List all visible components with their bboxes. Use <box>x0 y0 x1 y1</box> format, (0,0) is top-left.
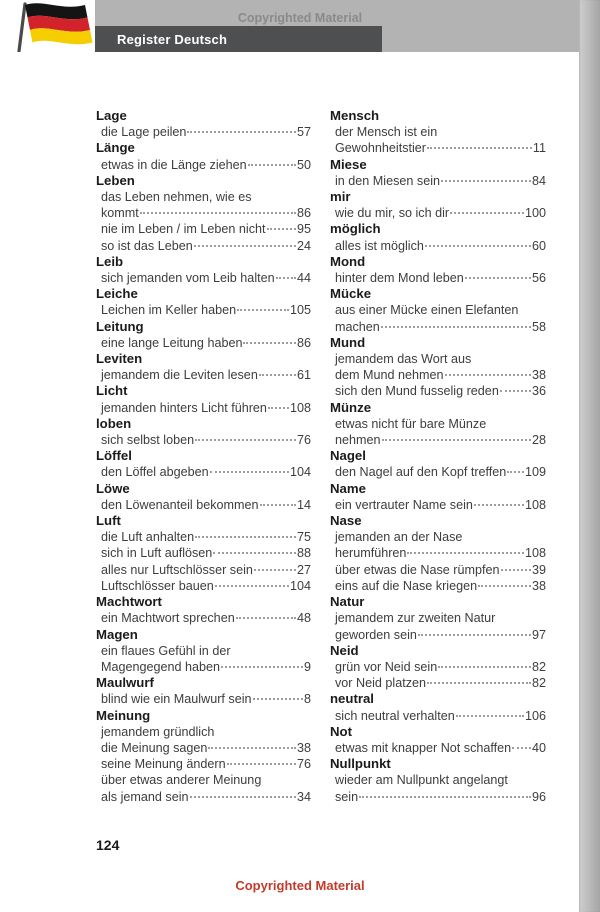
index-headword: Natur <box>330 594 365 610</box>
index-headword: Not <box>330 723 352 739</box>
index-headword: Mond <box>330 253 366 269</box>
dotted-leader <box>500 390 531 392</box>
dotted-leader <box>450 212 524 214</box>
entry-text: den Nagel auf den Kopf treffen <box>335 465 507 480</box>
index-entry-line <box>330 545 546 561</box>
dotted-leader <box>359 796 531 798</box>
entry-text: so ist das Leben <box>101 238 193 253</box>
index-headword: Magen <box>96 626 138 642</box>
entry-page-number: 108 <box>289 400 311 415</box>
dotted-leader <box>474 504 524 506</box>
index-entry-line <box>96 610 311 626</box>
index-entry-line <box>96 432 311 448</box>
entry-text: jemanden an der Nase <box>335 530 463 545</box>
index-headword: Nullpunkt <box>330 756 391 772</box>
index-headword: Leviten <box>96 351 143 367</box>
dotted-leader <box>425 245 531 247</box>
index-headword: Leben <box>96 172 135 188</box>
dotted-leader <box>187 131 296 133</box>
dotted-leader <box>427 147 532 149</box>
entry-text: in den Miesen sein <box>335 173 441 188</box>
index-entry-line <box>330 302 546 318</box>
entry-text: nie im Leben / im Leben nicht <box>101 222 266 237</box>
index-entry-line <box>96 157 311 173</box>
index-entry-line <box>330 578 546 594</box>
dotted-leader <box>195 439 296 441</box>
entry-text: machen <box>335 319 380 334</box>
entry-text: etwas mit knapper Not schaffen <box>335 740 512 755</box>
entry-text: die Luft anhalten <box>101 530 195 545</box>
entry-page-number: 38 <box>296 740 311 755</box>
dotted-leader <box>418 634 531 636</box>
index-headword: möglich <box>330 221 381 237</box>
dotted-leader <box>381 326 531 328</box>
index-entry-line <box>96 238 311 254</box>
entry-text: ein Machtwort sprechen <box>101 611 235 626</box>
index-entry-line <box>330 367 546 383</box>
entry-text: den Löwenanteil bekommen <box>101 497 259 512</box>
index-entry-line <box>96 205 311 221</box>
entry-text: sich den Mund fusselig reden <box>335 384 499 399</box>
entry-page-number: 100 <box>524 206 546 221</box>
index-entry-line <box>330 464 546 480</box>
index-headword: Mensch <box>330 108 380 123</box>
entry-text: Leichen im Keller haben <box>101 303 237 318</box>
entry-page-number: 108 <box>524 546 546 561</box>
dotted-leader <box>427 682 531 684</box>
entry-page-number: 24 <box>296 238 311 253</box>
index-entry-line <box>96 221 311 237</box>
index-entry-line <box>330 416 546 432</box>
index-left-column <box>96 108 311 805</box>
index-entry-line <box>96 497 311 513</box>
dotted-leader <box>260 504 296 506</box>
flag-area <box>0 0 95 52</box>
entry-text: die Lage peilen <box>101 125 187 140</box>
entry-text: etwas nicht für bare Münze <box>335 416 487 431</box>
index-entry-line <box>96 772 311 788</box>
dotted-leader <box>445 374 531 376</box>
flag-pole <box>19 4 25 51</box>
index-entry-line <box>96 545 311 561</box>
entry-text: seine Meinung ändern <box>101 757 226 772</box>
entry-text: sich in Luft auflösen <box>101 546 213 561</box>
index-entry-line <box>330 529 546 545</box>
index-entry-line <box>330 124 546 140</box>
entry-page-number: 44 <box>296 271 311 286</box>
entry-text: hinter dem Mond leben <box>335 271 464 286</box>
entry-text: den Löffel abgeben <box>101 465 209 480</box>
index-headword: Maulwurf <box>96 675 154 691</box>
entry-page-number: 28 <box>531 433 546 448</box>
dotted-leader <box>438 666 531 668</box>
index-entry-line <box>96 189 311 205</box>
entry-text: nehmen <box>335 433 381 448</box>
entry-page-number: 76 <box>296 433 311 448</box>
dotted-leader <box>465 277 531 279</box>
entry-page-number: 40 <box>531 740 546 755</box>
index-headword: loben <box>96 415 132 431</box>
index-entry-line <box>330 497 546 513</box>
entry-text: etwas in die Länge ziehen <box>101 157 247 172</box>
index-headword: Nase <box>330 513 362 529</box>
entry-text: ein vertrauter Name sein <box>335 497 473 512</box>
entry-text: über etwas anderer Meinung <box>101 773 262 788</box>
index-headword: Länge <box>96 140 135 156</box>
entry-text: Luftschlösser bauen <box>101 578 214 593</box>
index-headword: Miese <box>330 156 367 172</box>
entry-page-number: 34 <box>296 789 311 804</box>
entry-page-number: 97 <box>531 627 546 642</box>
entry-page-number: 50 <box>296 157 311 172</box>
entry-page-number: 106 <box>524 708 546 723</box>
entry-page-number: 109 <box>524 465 546 480</box>
entry-text: wieder am Nullpunkt angelangt <box>335 773 508 788</box>
entry-page-number: 38 <box>531 368 546 383</box>
index-entry-line <box>96 400 311 416</box>
index-entry-line <box>330 610 546 626</box>
index-entry-line <box>96 562 311 578</box>
index-entry-line <box>330 270 546 286</box>
index-entry-line <box>96 124 311 140</box>
entry-text: jemandem gründlich <box>101 724 215 739</box>
chapter-header-bar <box>95 26 382 52</box>
index-headword: Nagel <box>330 448 366 464</box>
dotted-leader <box>236 617 296 619</box>
entry-page-number: 60 <box>531 238 546 253</box>
entry-page-number: 8 <box>303 692 311 707</box>
dotted-leader <box>512 747 531 749</box>
entry-page-number: 88 <box>296 546 311 561</box>
index-entry-line <box>96 302 311 318</box>
dotted-leader <box>254 569 296 571</box>
entry-text: Magengegend haben <box>101 659 221 674</box>
entry-text: eins auf die Nase kriegen <box>335 578 478 593</box>
index-entry-line <box>96 740 311 756</box>
index-entry-line <box>96 464 311 480</box>
entry-page-number: 82 <box>531 676 546 691</box>
entry-text: aus einer Mücke einen Elefanten <box>335 303 519 318</box>
entry-page-number: 104 <box>289 578 311 593</box>
index-headword: Lage <box>96 108 127 123</box>
entry-page-number: 95 <box>296 222 311 237</box>
dotted-leader <box>221 666 303 668</box>
entry-page-number: 57 <box>296 125 311 140</box>
index-entry-line <box>96 691 311 707</box>
index-headword: Münze <box>330 399 372 415</box>
index-headword: Leitung <box>96 318 144 334</box>
entry-text: sich neutral verhalten <box>335 708 455 723</box>
index-entry-line <box>330 140 546 156</box>
index-entry-line <box>330 205 546 221</box>
entry-page-number: 39 <box>531 562 546 577</box>
index-headword: Löffel <box>96 448 132 464</box>
entry-text: kommt <box>101 206 139 221</box>
dotted-leader <box>215 585 289 587</box>
dotted-leader <box>456 715 524 717</box>
index-entry-line <box>330 789 546 805</box>
index-entry-line <box>96 659 311 675</box>
dotted-leader <box>248 164 296 166</box>
dotted-leader <box>268 407 289 409</box>
entry-text: jemandem die Leviten lesen <box>101 368 258 383</box>
entry-text: dem Mund nehmen <box>335 368 444 383</box>
copyright-watermark-bottom: Copyrighted Material <box>235 878 365 893</box>
german-flag-icon <box>9 2 93 52</box>
dotted-leader <box>140 212 296 214</box>
index-entry-line <box>330 432 546 448</box>
entry-text: wie du mir, so ich dir <box>335 206 450 221</box>
index-entry-line <box>96 724 311 740</box>
index-headword: Name <box>330 480 366 496</box>
entry-page-number: 86 <box>296 335 311 350</box>
index-entry-line <box>96 529 311 545</box>
index-entry-line <box>330 562 546 578</box>
index-headword: Luft <box>96 513 121 529</box>
page-number: 124 <box>96 837 120 853</box>
index-entry-line <box>330 351 546 367</box>
page-edge-strip <box>579 0 600 912</box>
entry-text: sein <box>335 789 359 804</box>
entry-text: als jemand sein <box>101 789 189 804</box>
index-entry-line <box>330 659 546 675</box>
dotted-leader <box>190 796 296 798</box>
entry-text: jemandem zur zweiten Natur <box>335 611 496 626</box>
entry-page-number: 58 <box>531 319 546 334</box>
index-headword: Licht <box>96 383 128 399</box>
entry-page-number: 48 <box>296 611 311 626</box>
entry-text: sich jemanden vom Leib halten <box>101 271 275 286</box>
entry-text: blind wie ein Maulwurf sein <box>101 692 252 707</box>
index-entry-line <box>330 740 546 756</box>
index-entry-line <box>330 319 546 335</box>
index-headword: Mund <box>330 334 366 350</box>
index-entry-line <box>96 367 311 383</box>
index-entry-line <box>96 789 311 805</box>
index-entry-line <box>330 173 546 189</box>
dotted-leader <box>259 374 296 376</box>
entry-text: vor Neid platzen <box>335 676 427 691</box>
entry-text: jemandem das Wort aus <box>335 352 472 367</box>
dotted-leader <box>210 471 289 473</box>
entry-text: eine lange Leitung haben <box>101 335 243 350</box>
entry-text: die Meinung sagen <box>101 740 208 755</box>
entry-page-number: 9 <box>303 659 311 674</box>
index-entry-line <box>330 675 546 691</box>
dotted-leader <box>237 309 289 311</box>
entry-text: der Mensch ist ein <box>335 125 438 140</box>
entry-page-number: 61 <box>296 368 311 383</box>
entry-text: jemanden hinters Licht führen <box>101 400 267 415</box>
entry-text: herumführen <box>335 546 407 561</box>
dotted-leader <box>243 342 296 344</box>
index-headword: Löwe <box>96 480 130 496</box>
index-entry-line <box>330 627 546 643</box>
dotted-leader <box>276 277 296 279</box>
index-headword: Meinung <box>96 707 151 723</box>
index-headword: neutral <box>330 691 374 707</box>
index-entry-line <box>96 643 311 659</box>
index-headword: mir <box>330 189 351 205</box>
index-entry-line <box>96 270 311 286</box>
dotted-leader <box>382 439 531 441</box>
entry-text: ein flaues Gefühl in der <box>101 643 231 658</box>
entry-page-number: 76 <box>296 757 311 772</box>
dotted-leader <box>441 180 531 182</box>
index-headword: Neid <box>330 642 359 658</box>
index-headword: Mücke <box>330 286 372 302</box>
entry-page-number: 82 <box>531 659 546 674</box>
entry-page-number: 56 <box>531 271 546 286</box>
entry-page-number: 108 <box>524 497 546 512</box>
index-entry-line <box>96 335 311 351</box>
dotted-leader <box>195 536 296 538</box>
index-headword: Leiche <box>96 286 138 302</box>
entry-text: alles nur Luftschlösser sein <box>101 562 253 577</box>
dotted-leader <box>507 471 524 473</box>
index-entry-line <box>330 383 546 399</box>
dotted-leader <box>227 763 296 765</box>
index-headword: Machtwort <box>96 594 162 610</box>
entry-page-number: 36 <box>531 384 546 399</box>
entry-page-number: 105 <box>289 303 311 318</box>
dotted-leader <box>267 228 296 230</box>
entry-page-number: 14 <box>296 497 311 512</box>
index-entry-line <box>330 772 546 788</box>
copyright-watermark-top: Copyrighted Material <box>237 11 363 25</box>
dotted-leader <box>194 245 296 247</box>
dotted-leader <box>253 698 303 700</box>
entry-page-number: 38 <box>531 578 546 593</box>
index-right-column <box>330 108 546 805</box>
entry-text: geworden sein <box>335 627 417 642</box>
dotted-leader <box>478 585 531 587</box>
entry-page-number: 27 <box>296 562 311 577</box>
entry-text: alles ist möglich <box>335 238 424 253</box>
entry-text: über etwas die Nase rümpfen <box>335 562 500 577</box>
entry-page-number: 96 <box>531 789 546 804</box>
entry-page-number: 11 <box>532 141 546 156</box>
chapter-title: Register Deutsch <box>117 31 228 47</box>
dotted-leader <box>501 569 531 571</box>
index-entry-line <box>330 708 546 724</box>
entry-text: grün vor Neid sein <box>335 659 438 674</box>
entry-text: das Leben nehmen, wie es <box>101 190 252 205</box>
entry-page-number: 86 <box>296 206 311 221</box>
dotted-leader <box>213 552 296 554</box>
index-entry-line <box>96 578 311 594</box>
entry-page-number: 84 <box>531 173 546 188</box>
dotted-leader <box>407 552 524 554</box>
index-entry-line <box>96 756 311 772</box>
index-headword: Leib <box>96 253 124 269</box>
entry-page-number: 75 <box>296 530 311 545</box>
entry-text: sich selbst loben <box>101 433 195 448</box>
entry-page-number: 104 <box>289 465 311 480</box>
index-entry-line <box>330 238 546 254</box>
dotted-leader <box>208 747 296 749</box>
entry-text: Gewohnheitstier <box>335 141 427 156</box>
